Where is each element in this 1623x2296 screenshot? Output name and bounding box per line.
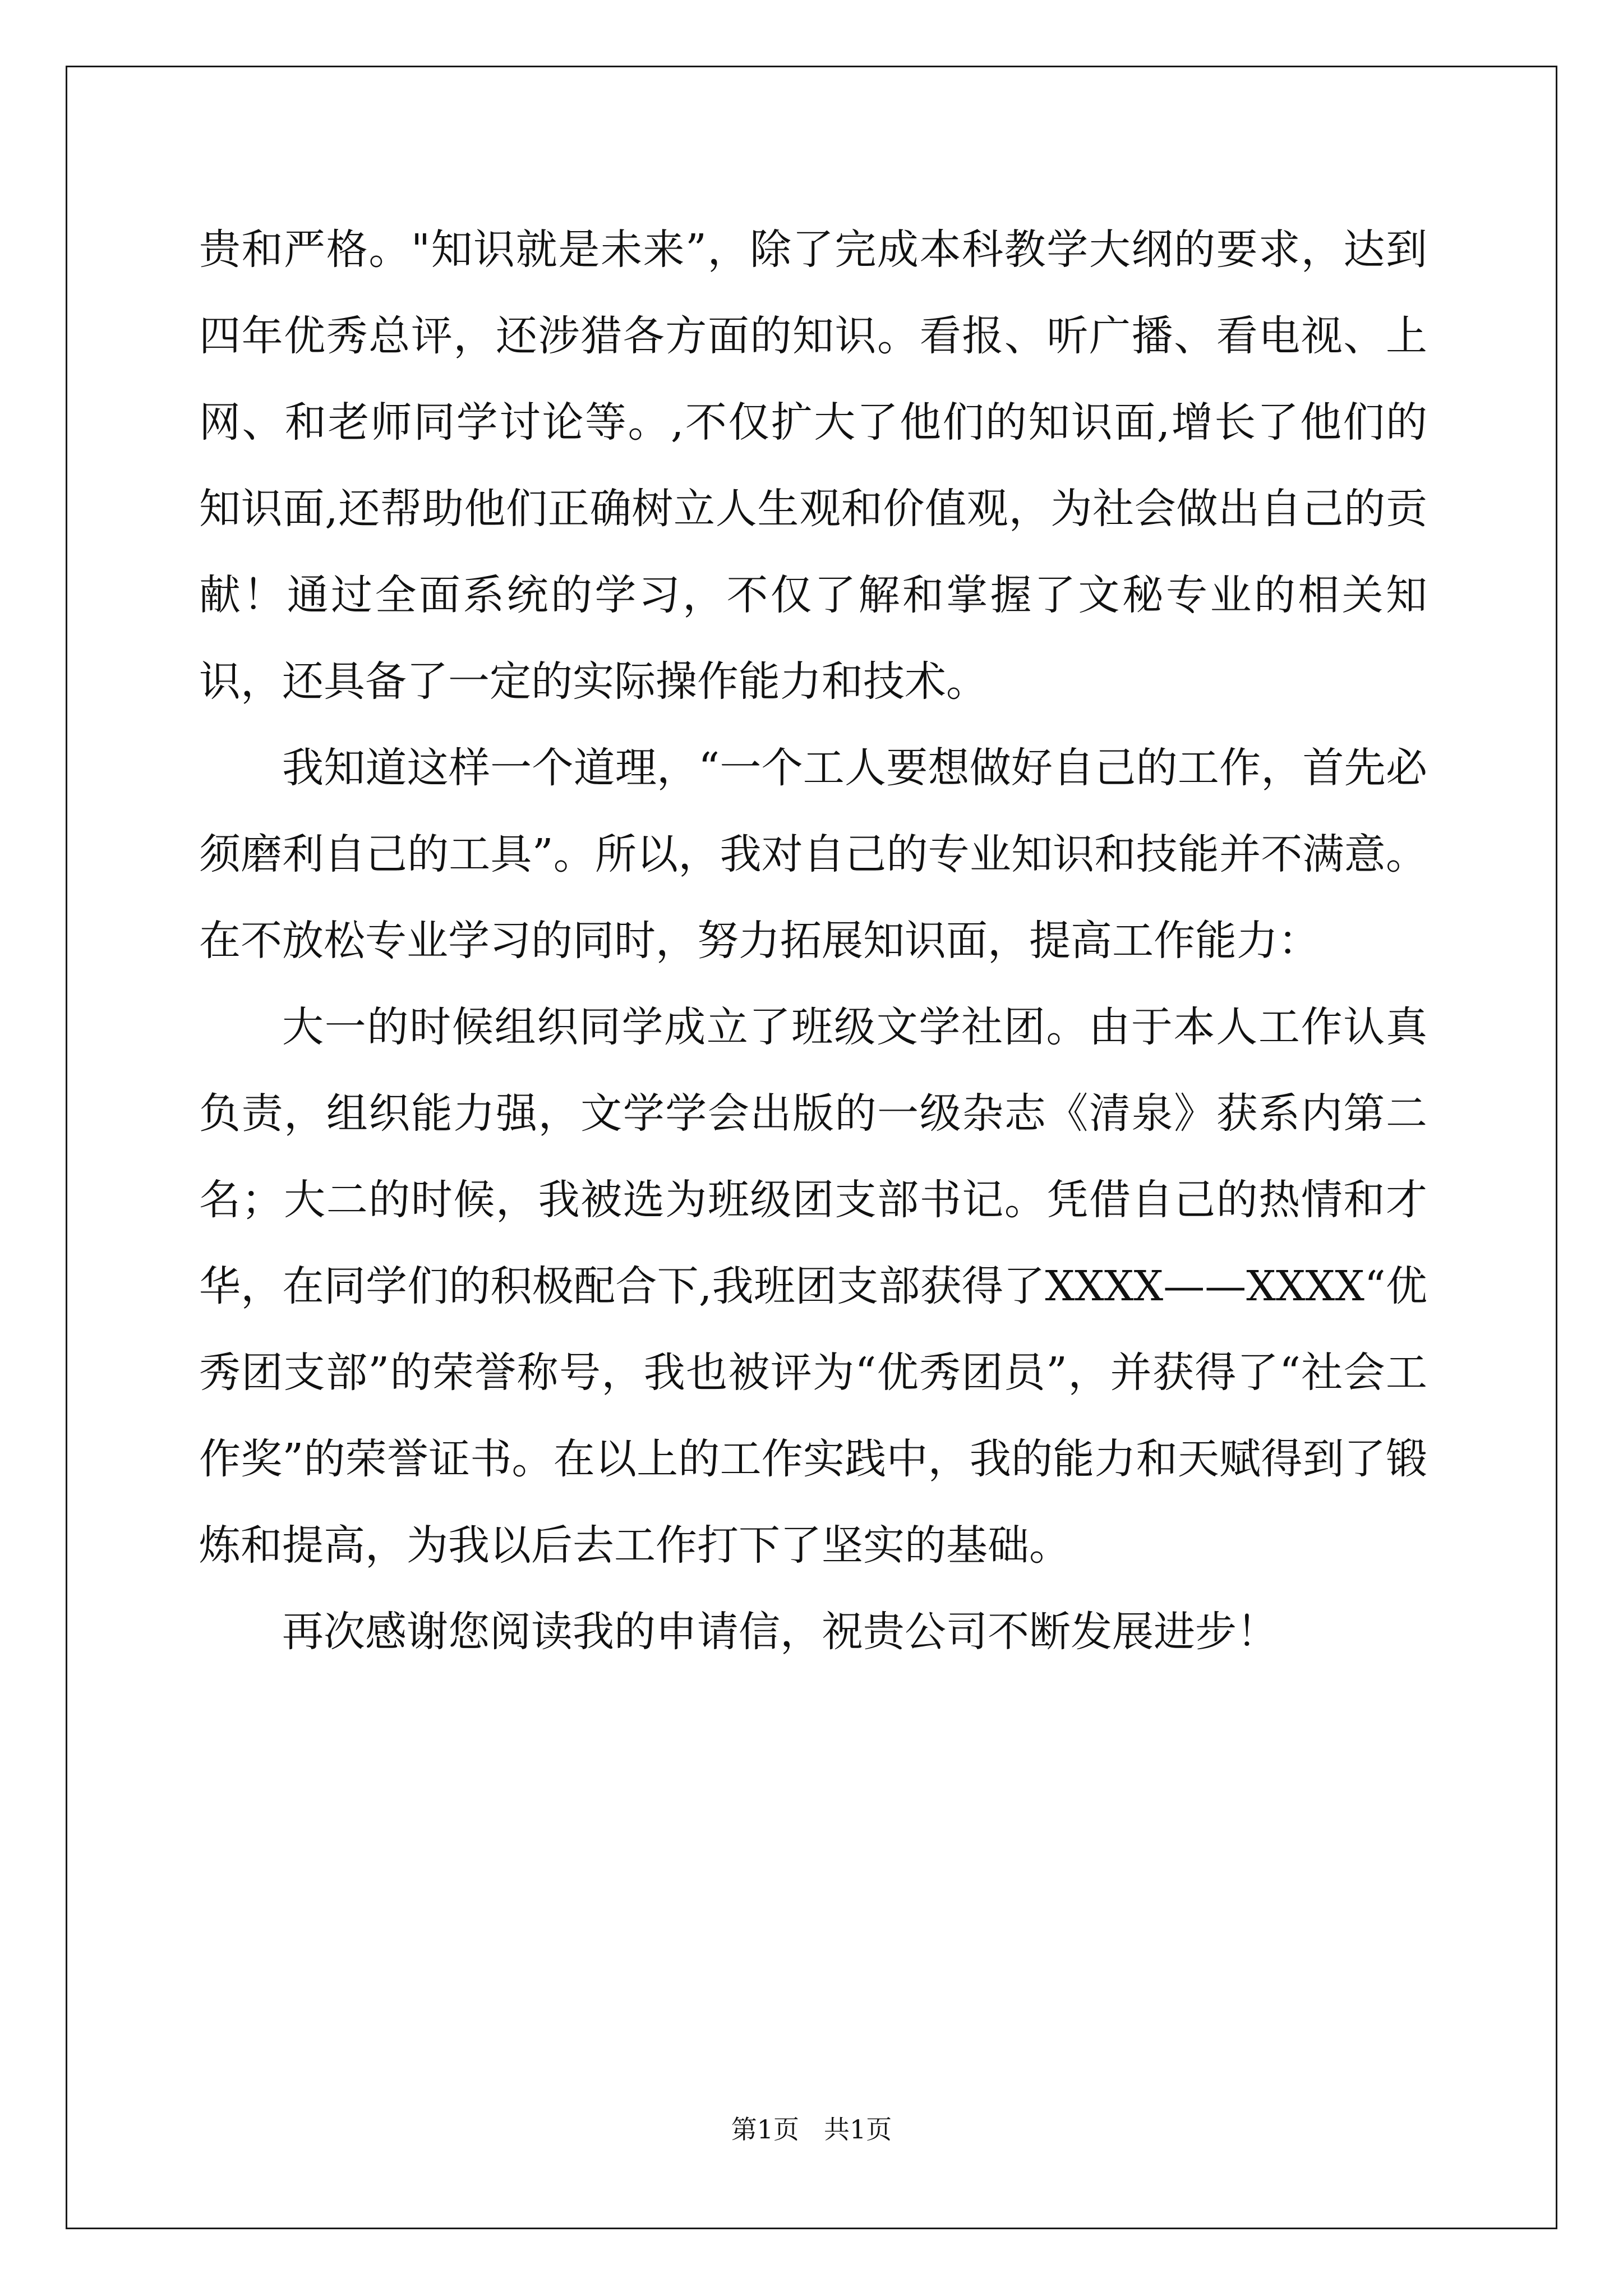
page-number-total: 共1页: [824, 2114, 892, 2145]
page-footer: [0, 2113, 1623, 2146]
paragraph-3: 大一的时候组织同学成立了班级文学社团。由于本人工作认真负责，组织能力强，文学学会出版的一级杂志《清泉》获系内第二名；大二的时候，我被选为班级团支部书记。凭借自己的热情和才华，在同学们的积极配合下,我班团支部获得了XXXX——XXXX“优秀团支部”的荣誉称号，我也被评为“优秀团员”，并获得了“社会工作奖”的荣誉证书。在以上的工作实践中，我的能力和天赋得到了锻炼和提高，为我以后去工作打下了坚实的基础。: [199, 1003, 1427, 1570]
paragraph-2: 我知道这样一个道理，“一个工人要想做好自己的工作，首先必须磨利自己的工具”。所以，我对自己的专业知识和技能并不满意。在不放松专业学习的同时，努力拓展知识面，提高工作能力：: [199, 744, 1427, 965]
page-number-current: 第1页: [731, 2114, 799, 2145]
paragraph-1: 贵和严格。"知识就是未来”，除了完成本科教学大纲的要求，达到四年优秀总评，还涉猎各方面的知识。看报、听广播、看电视、上网、和老师同学讨论等。,不仅扩大了他们的知识面,增长了他们的知识面,还帮助他们正确树立人生观和价值观，为社会做出自己的贡献！通过全面系统的学习，不仅了解和掌握了文秘专业的相关知识，还具备了一定的实际操作能力和技术。: [199, 226, 1427, 706]
document-body: [199, 206, 1427, 1675]
paragraph-4: 再次感谢您阅读我的申请信，祝贵公司不断发展进步！: [282, 1608, 1278, 1656]
